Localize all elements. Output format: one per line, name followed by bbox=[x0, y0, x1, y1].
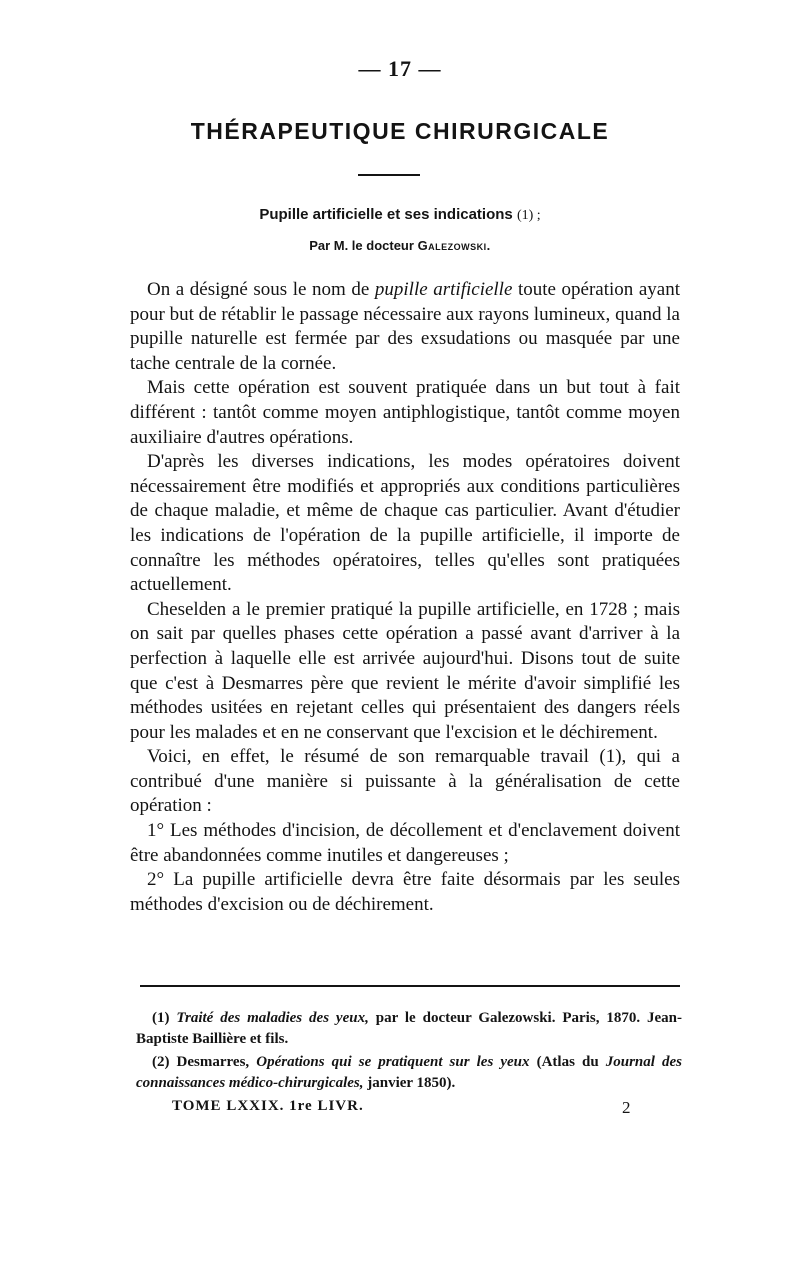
article-title: Pupille artificielle et ses indications bbox=[259, 206, 513, 223]
paragraph bbox=[130, 376, 680, 450]
footnotes bbox=[136, 1008, 682, 1096]
text-run: (2) Desmarres, bbox=[152, 1054, 257, 1070]
text-run: Voici, en effet, le résumé de son remarquable travail (1), qui a contribué d'une manière si puissante à la généralisation de cette opération : bbox=[130, 746, 680, 817]
paragraph bbox=[130, 868, 680, 917]
italic-text: Traité des maladies des yeux, bbox=[176, 1010, 369, 1026]
byline bbox=[0, 238, 800, 253]
byline-prefix: Par M. le docteur bbox=[309, 238, 414, 253]
section-title: THÉRAPEUTIQUE CHIRURGICALE bbox=[190, 118, 610, 144]
text-run: par le docteur Galezowski. Paris, 1870. Jean-Baptiste Baillière et fils. bbox=[136, 1010, 682, 1047]
text-run: janvier 1850). bbox=[363, 1075, 456, 1091]
author-name: Galezowski. bbox=[417, 238, 491, 253]
page-number: — 17 — bbox=[358, 56, 442, 81]
printer-signature bbox=[172, 1098, 642, 1115]
text-run: (1) bbox=[152, 1010, 177, 1026]
text-run: (Atlas du bbox=[529, 1054, 606, 1070]
article-body bbox=[130, 278, 680, 917]
italic-text: Journal des connaissances médico-chirurgicales, bbox=[136, 1054, 683, 1091]
paragraph bbox=[130, 278, 680, 376]
text-run: Cheselden a le premier pratiqué la pupille artificielle, en 1728 ; mais on sait par quelles phases cette opération a passé avant d'arriver à la perfection à laquelle elle est arrivée aujourd'hui. Disons tout de suite que c'est à Desmarres père que revient le mérite d'avoir simplifié les méthodes usitées en rejetant celles qui présentaient des dangers réels pour les malades et en ne conservant que l'excision et le déchirement. bbox=[130, 598, 680, 743]
text-run: 2° La pupille artificielle devra être faite désormais par les seules méthodes d'excision ou de déchirement. bbox=[130, 869, 680, 915]
text-run: On a désigné sous le nom de bbox=[147, 279, 375, 300]
text-run: Mais cette opération est souvent pratiquée dans un but tout à fait différent : tantôt comme moyen antiphlogistique, tantôt comme moyen auxiliaire d'autres opérations. bbox=[130, 377, 680, 448]
text-run: D'après les diverses indications, les modes opératoires doivent nécessairement être modifiés et appropriés aux conditions particulières de chaque maladie, et même de chaque cas particulier. Avant d'étudier les indications de l'opération de la pupille artificielle, il importe de connaître les méthodes opératoires, telles qu'elles sont pratiquées actuellement. bbox=[130, 451, 680, 596]
paragraph bbox=[130, 598, 680, 746]
footnote-divider bbox=[140, 985, 680, 987]
title-divider bbox=[358, 174, 420, 176]
footnote bbox=[136, 1052, 682, 1094]
volume-mark: TOME LXXIX. 1re LIVR. bbox=[172, 1098, 364, 1114]
footnote bbox=[136, 1008, 682, 1050]
paragraph bbox=[130, 450, 680, 598]
paragraph bbox=[130, 745, 680, 819]
italic-text: pupille artificielle bbox=[374, 279, 513, 300]
text-run: toute opération ayant pour but de rétablir le passage nécessaire aux rayons lumineux, quand la pupille naturelle est fermée par des exsudations ou masquée par une tache centrale de la cornée. bbox=[130, 279, 681, 374]
footnote-reference: (1) ; bbox=[516, 208, 541, 223]
paragraph bbox=[130, 819, 680, 868]
italic-text: Opérations qui se pratiquent sur les yeux bbox=[256, 1054, 530, 1070]
article-heading bbox=[0, 206, 800, 224]
text-run: 1° Les méthodes d'incision, de décollement et d'enclavement doivent être abandonnées comme inutiles et dangereuses ; bbox=[130, 820, 680, 866]
sheet-number: 2 bbox=[622, 1098, 632, 1117]
